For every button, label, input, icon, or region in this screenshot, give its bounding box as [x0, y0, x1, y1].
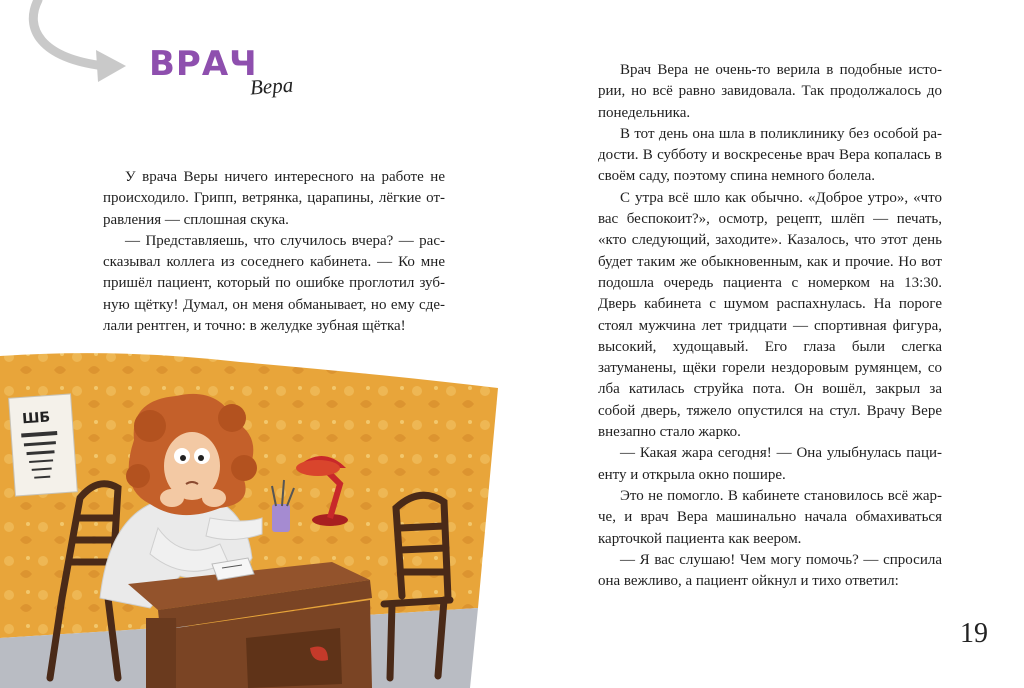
paragraph: Врач Вера не очень-то верила в подобные истории, но всё равно завидовала. Так продолжалось до понедельника.: [598, 62, 942, 121]
curved-arrow-icon: [0, 0, 140, 90]
paragraph: — Представляешь, что случилось вчера? — рассказывал коллега из соседнего кабинета. — Ко мне пришёл пациент, который по ошибке проглотил зубную щётку! Думал, он меня обманывает, но ему сделали рентген, и точно: в желудке зубная щётка!: [103, 232, 445, 335]
paragraph: Это не помогло. В кабинете становилось всё жарче, и врач Вера машинально начала обмахиваться карточкой пациента как веером.: [598, 487, 942, 547]
eye-chart-icon: [9, 394, 78, 496]
right-page: [512, 0, 1024, 688]
eye-chart-letters: ШБ: [21, 409, 51, 428]
left-body-text: [103, 167, 445, 337]
paragraph: — Какая жара сегодня! — Она улыбнулась пациенту и открыла окно пошире.: [598, 445, 942, 483]
paragraph: — Я вас слушаю! Чем могу помочь? — спросила она вежливо, а пациент ойкнул и тихо ответил:: [598, 551, 942, 590]
paragraph: С утра всё шло как обычно. «Доброе утро», «что вас беспокоит?», осмотр, рецепт, шлёп — печать, «кто следующий, заходите». Казалось, что этот день будет таким же обыкновенным, как и прочие. Но вот подошла очередь пациента с номерком на 13:30. Дверь кабинета с шумом распахнулась. На пороге стоял мужчина лет тридцати — спортивная фигура, высокий, худощавый. Его глаза были слегка затуманены, щёки горели нездоровым румянцем, со лба катилась струйка пота. Он вошёл, закрыл за собой дверь, тяжело опустился на стул. Врачу Вере внезапно стало жарко.: [598, 189, 942, 441]
paragraph: В тот день она шла в поликлинику без особой радости. В субботу и воскресенье врач Вера копалась в своём саду, поэтому спина немного болела.: [598, 125, 942, 185]
right-body-text: [598, 60, 942, 592]
page-number: 19: [960, 618, 988, 649]
paragraph: У врача Веры ничего интересного на работе не происходило. Грипп, ветрянка, царапины, лёгкие отравления — сплошная скука.: [103, 169, 445, 228]
doctor-illustration: [0, 348, 512, 688]
chapter-subtitle: Вера: [249, 72, 294, 100]
chapter-title: ВРАЧ: [149, 44, 258, 84]
